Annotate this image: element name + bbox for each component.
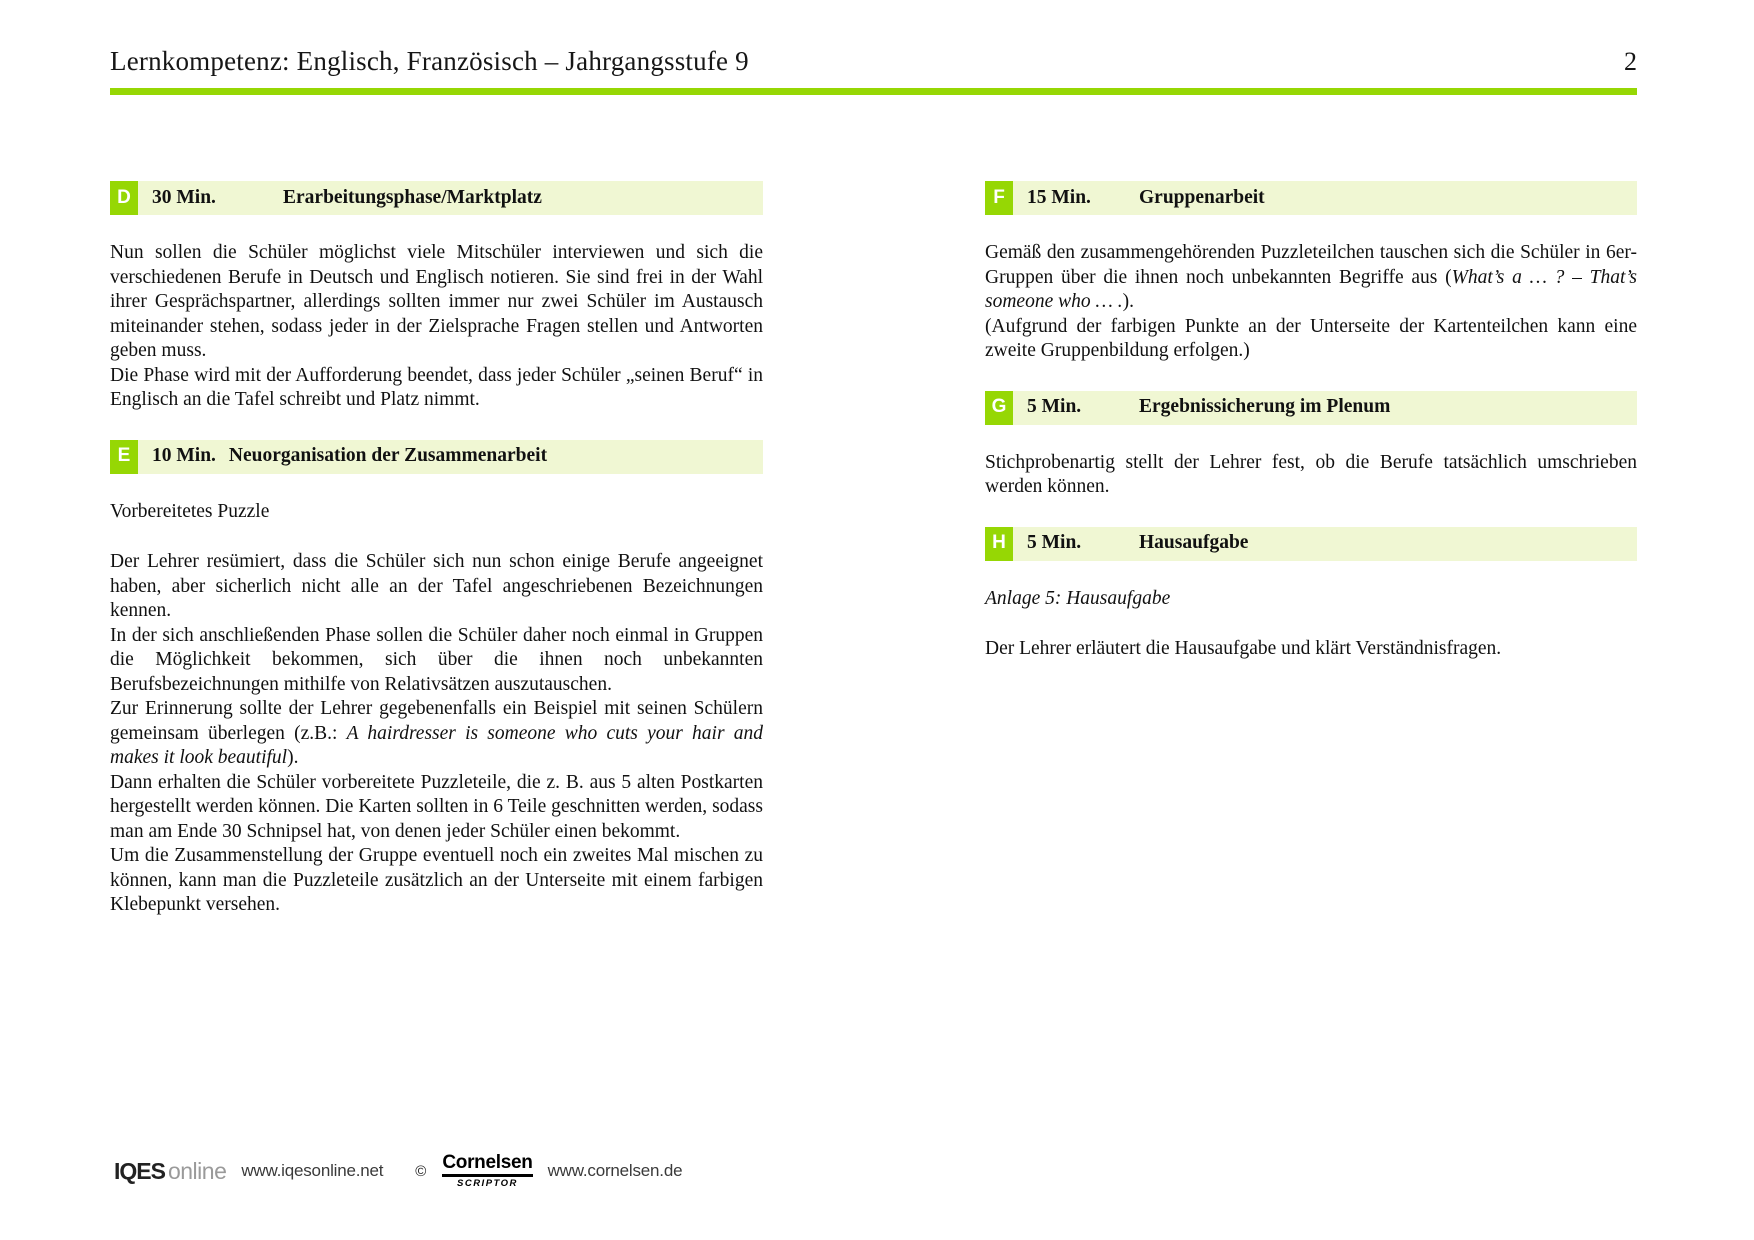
iqes-url: www.iqesonline.net <box>241 1161 384 1180</box>
iqes-logo-text: IQES <box>114 1157 165 1184</box>
section-duration-d: 30 Min. <box>152 186 216 208</box>
section-title-g: Ergebnissicherung im Plenum <box>1139 396 1391 418</box>
paragraph: (Aufgrund der farbigen Punkte an der Unterseite der Kartenteilchen kann eine zweite Gruppenbildung erfolgen.) <box>985 315 1637 361</box>
paragraph-with-example <box>110 697 763 771</box>
section-header-d <box>110 181 763 215</box>
paragraph: Nun sollen die Schüler möglichst viele Mitschüler interviewen und sich die verschiedenen Berufe in Deutsch und Englisch notieren. Sie sind frei in der Wahl ihrer Gesprächspartner, allerdings sollten immer nur zwei Schüler im Austausch miteinander stehen, sodass jeder in der Zielsprache Fragen stellen und Antworten geben muss. <box>110 242 763 361</box>
section-letter-badge-g: G <box>985 391 1013 425</box>
cornelsen-logo-text: Cornelsen <box>442 1153 532 1177</box>
text-block-h-body <box>985 637 1637 662</box>
section-header-h <box>985 527 1637 561</box>
iqes-online-logo <box>114 1158 226 1185</box>
page-header <box>110 46 1637 77</box>
example-sentence: What’s a … ? – That’s someone who … . <box>985 266 1637 312</box>
section-header-e <box>110 440 763 474</box>
page-number: 2 <box>1624 47 1637 76</box>
text-block-d <box>110 241 763 413</box>
paragraph: Stichprobenartig stellt der Lehrer fest, ob die Berufe tatsächlich umschrieben werden können. <box>985 451 1637 497</box>
section-title-e: Neuorganisation der Zusammenarbeit <box>228 445 548 467</box>
header-rule <box>110 88 1637 95</box>
paragraph: Um die Zusammenstellung der Gruppe eventuell noch ein zweites Mal mischen zu können, kann man die Puzzleteile zusätzlich an der Unterseite mit einem farbigen Klebepunkt versehen. <box>110 845 763 915</box>
cornelsen-url: www.cornelsen.de <box>547 1161 683 1180</box>
paragraph: In der sich anschließenden Phase sollen die Schüler daher noch einmal in Gruppen die Möglichkeit bekommen, sich über die ihnen noch unbekannten Berufsbezeichnungen mithilfe von Relativsätzen auszutauschen. <box>110 624 763 695</box>
paragraph: Der Lehrer resümiert, dass die Schüler sich nun schon einige Berufe angeeignet haben, aber sicherlich nicht alle an der Tafel angeschriebenen Bezeichnungen kennen. <box>110 551 763 621</box>
section-letter-badge-f: F <box>985 181 1013 215</box>
section-header-g <box>985 391 1637 425</box>
paragraph: Der Lehrer erläutert die Hausaufgabe und klärt Verständnisfragen. <box>985 638 1502 659</box>
section-header-f <box>985 181 1637 215</box>
paragraph-text: Zur Erinnerung sollte der Lehrer gegebenenfalls ein Beispiel mit seinen Schülern gemeinsam überlegen (z.B.: <box>110 698 763 744</box>
paragraph-with-example <box>985 241 1637 315</box>
section-title-f: Gruppenarbeit <box>1139 186 1265 208</box>
section-duration-e: 10 Min. <box>152 445 216 467</box>
section-duration-f: 15 Min. <box>1027 186 1091 208</box>
page-footer <box>114 1150 682 1192</box>
section-duration-g: 5 Min. <box>1027 396 1082 418</box>
cornelsen-scriptor-logo <box>442 1153 532 1189</box>
text-block-h-annex <box>985 587 1637 612</box>
paragraph: Dann erhalten die Schüler vorbereitete Puzzleteile, die z. B. aus 5 alten Postkarten hergestellt werden können. Die Karten sollten in 6 Teile geschnitten werden, sodass man am Ende 30 Schnipsel hat, von denen jeder Schüler einen bekommt. <box>110 771 763 842</box>
section-letter-badge-h: H <box>985 527 1013 561</box>
text-block-e-body <box>110 550 763 918</box>
section-letter-badge-e: E <box>110 440 138 474</box>
right-column <box>985 181 1637 688</box>
paragraph: Die Phase wird mit der Aufforderung beendet, dass jeder Schüler „seinen Beruf“ in Englisch an die Tafel schreibt und Platz nimmt. <box>110 364 763 410</box>
section-title-d: Erarbeitungsphase/Marktplatz <box>283 186 542 208</box>
iqes-logo-online-text: online <box>167 1157 227 1184</box>
scriptor-logo-text: SCRIPTOR <box>457 1178 518 1189</box>
paragraph-text: Gemäß den zusammengehörenden Puzzleteilchen tauschen sich die Schüler in 6er-Gruppen über die ihnen noch unbekannten Begriffe aus ( <box>985 242 1637 288</box>
section-duration-h: 5 Min. <box>1027 532 1082 554</box>
annex-reference: Anlage 5: Hausaufgabe <box>985 587 1171 609</box>
section-title-h: Hausaufgabe <box>1139 532 1249 554</box>
section-letter-badge-d: D <box>110 181 138 215</box>
paragraph: Vorbereitetes Puzzle <box>110 500 270 522</box>
example-sentence: A hairdresser is someone who cuts your hair and makes it look beautiful <box>110 722 763 768</box>
text-block-g <box>985 451 1637 500</box>
text-block-e-lead <box>110 500 763 525</box>
text-block-f <box>985 241 1637 364</box>
paragraph-text: ). <box>287 747 299 768</box>
document-title: Lernkompetenz: Englisch, Französisch – Jahrgangsstufe 9 <box>110 46 749 76</box>
paragraph-text: ). <box>1122 291 1134 312</box>
left-column <box>110 181 763 944</box>
copyright-symbol: © <box>415 1162 427 1180</box>
